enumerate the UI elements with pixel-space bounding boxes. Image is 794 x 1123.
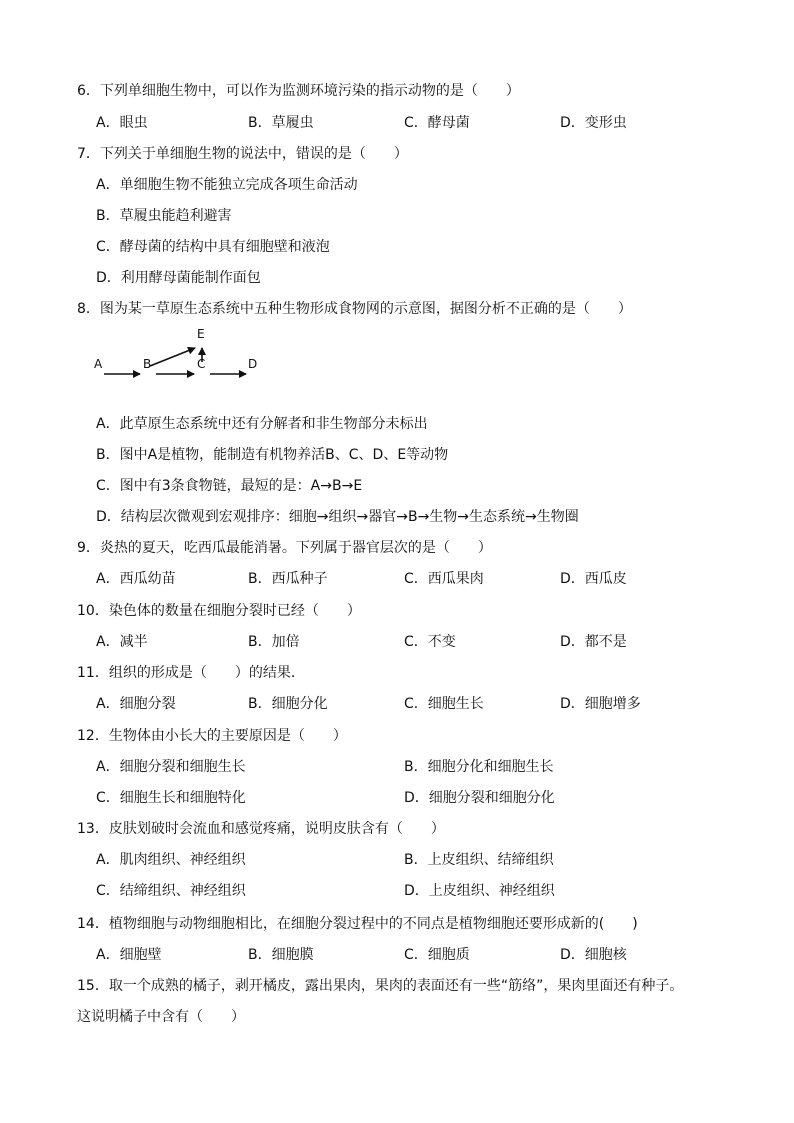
question-13-stem: 13．皮肤划破时会流血和感觉疼痛，说明皮肤含有（ ）	[77, 821, 445, 837]
q11-option-d: D．细胞增多	[560, 696, 641, 712]
q10-option-b: B．加倍	[248, 634, 300, 650]
question-14-stem: 14．植物细胞与动物细胞相比，在细胞分裂过程中的不同点是植物细胞还要形成新的( )	[77, 916, 638, 932]
arrow-b-to-e	[150, 348, 195, 366]
food-web-diagram	[90, 326, 280, 410]
q9-option-a: A．西瓜幼苗	[96, 571, 176, 587]
question-10-stem: 10．染色体的数量在细胞分裂时已经（ ）	[77, 603, 361, 619]
q13-option-d: D．上皮组织、神经组织	[404, 883, 555, 899]
q10-option-a: A．减半	[96, 634, 148, 650]
question-6-stem: 6．下列单细胞生物中，可以作为监测环境污染的指示动物的是（ ）	[77, 83, 520, 99]
q11-option-c: C．细胞生长	[404, 696, 484, 712]
q10-option-d: D．都不是	[560, 634, 627, 650]
q6-option-b: B．草履虫	[248, 115, 314, 131]
question-7-stem: 7．下列关于单细胞生物的说法中，错误的是（ ）	[77, 146, 408, 162]
node-a-label: A	[94, 357, 103, 371]
question-11-stem: 11．组织的形成是（ ）的结果．	[77, 665, 305, 681]
question-9-stem: 9．炎热的夏天，吃西瓜最能消暑。下列属于器官层次的是（ ）	[77, 540, 492, 556]
node-e-label: E	[197, 327, 205, 341]
q11-option-b: B．细胞分化	[248, 696, 328, 712]
q10-option-c: C．不变	[404, 634, 456, 650]
question-12-stem: 12．生物体由小长大的主要原因是（ ）	[77, 728, 347, 744]
q9-option-d: D．西瓜皮	[560, 571, 627, 587]
q7-option-d: D．利用酵母菌能制作面包	[96, 270, 261, 286]
q7-option-a: A．单细胞生物不能独立完成各项生命活动	[96, 177, 358, 193]
q14-option-c: C．细胞质	[404, 947, 470, 963]
q14-option-d: D．细胞核	[560, 947, 627, 963]
node-d-label: D	[248, 357, 258, 371]
q8-option-c: C．图中有3条食物链，最短的是：A→B→E	[96, 478, 363, 494]
node-b-label: B	[143, 357, 152, 371]
q13-option-b: B．上皮组织、结缔组织	[404, 852, 554, 868]
q8-option-a: A．此草原生态系统中还有分解者和非生物部分未标出	[96, 416, 428, 432]
q13-option-c: C．结缔组织、神经组织	[96, 883, 246, 899]
q12-option-d: D．细胞分裂和细胞分化	[404, 790, 555, 806]
q13-option-a: A．肌肉组织、神经组织	[96, 852, 246, 868]
q8-option-b: B．图中A是植物，能制造有机物养活B、C、D、E等动物	[96, 447, 449, 463]
node-c-label: C	[197, 357, 206, 371]
q7-option-c: C．酵母菌的结构中具有细胞壁和液泡	[96, 239, 330, 255]
q11-option-a: A．细胞分裂	[96, 696, 176, 712]
q14-option-b: B．细胞膜	[248, 947, 314, 963]
question-8-stem: 8．图为某一草原生态系统中五种生物形成食物网的示意图，据图分析不正确的是（ ）	[77, 301, 632, 317]
q6-option-d: D．变形虫	[560, 115, 627, 131]
q12-option-a: A．细胞分裂和细胞生长	[96, 759, 246, 775]
q7-option-b: B．草履虫能趋利避害	[96, 208, 232, 224]
q9-option-c: C．西瓜果肉	[404, 571, 484, 587]
q12-option-b: B．细胞分化和细胞生长	[404, 759, 554, 775]
q6-option-c: C．酵母菌	[404, 115, 470, 131]
q6-option-a: A．眼虫	[96, 115, 148, 131]
q9-option-b: B．西瓜种子	[248, 571, 328, 587]
question-15-continuation: 这说明橘子中含有（ ）	[77, 1009, 245, 1025]
q12-option-c: C．细胞生长和细胞特化	[96, 790, 246, 806]
q8-option-d: D．结构层次微观到宏观排序：细胞→组织→器官→B→生物→生态系统→生物圈	[96, 509, 579, 525]
q14-option-a: A．细胞壁	[96, 947, 162, 963]
question-15-stem: 15．取一个成熟的橘子，剥开橘皮，露出果肉，果肉的表面还有一些“筋络”，果肉里面还有种子。	[77, 978, 684, 994]
